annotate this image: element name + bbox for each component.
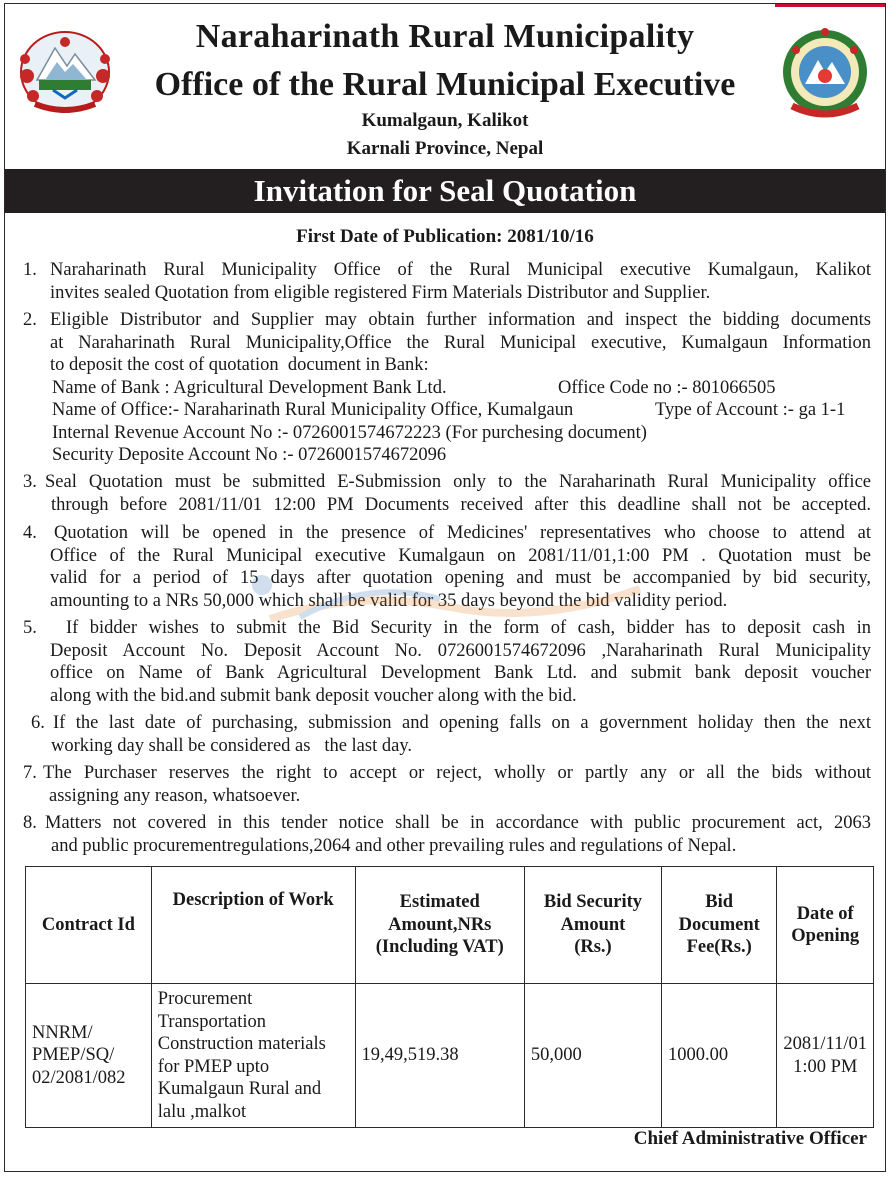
revenue-account: Internal Revenue Account No :- 0726001574672223 (For purchesing document) [52,422,647,443]
item-number: 1. [23,260,37,280]
item-text: Seal Quotation must be submitted E-Submission only to the Naraharinath Rural Municipality office through before 2081/11/01 12:00 PM Documents received after this deadline shall not be accepted. [45,472,871,515]
address-line-2: Karnali Province, Nepal [346,138,544,159]
security-account: Security Deposite Account No :- 0726001574672096 [52,445,447,465]
item-text: If the last date of purchasing, submission and opening falls on a government holiday then the next working day shall be considered as the last day. [51,713,871,756]
notice-item-3 [23,471,871,516]
table-header-row [26,867,874,984]
notice-header [5,4,885,169]
notice-item-5 [23,617,871,707]
item-text: If bidder wishes to submit the Bid Security in the form of cash, bidder has to deposit cash in Deposit Account No. Deposit Account No. 0726001574672096 ,Naraharinath Rural Municipality office on Name of Bank Agricultural Development Bank Ltd. and submit bank deposit voucher along with the bid.and submit bank deposit voucher along with the bid. [50,618,871,706]
item-text: Matters not covered in this tender notice shall be in accordance with public procurement act, 2063 and public procurementregulations,2064 and other prevailing rules and regulations of Nepal. [45,813,871,856]
col-bid-security: Bid Security Amount (Rs.) [524,867,661,984]
item-text: Quotation will be opened in the presence of Medicines' representatives who choose to attend at Office of the Rural Municipal executive Kumalgaun on 2081/11/01,1:00 PM . Quotation must be valid for a period of 15 days after quotation opening and must be accompanied by bid security, amounting to a NRs 50,000 which shall be valid for 35 days beyond the bid validity period. [50,523,871,611]
notice-item-4 [23,522,871,612]
cell-document-fee: 1000.00 [661,984,776,1128]
item-number: 7. [23,763,37,783]
address-line-1: Kumalgaun, Kalikot [361,110,529,131]
item-number: 2. [23,310,37,330]
item-number: 8. [23,813,37,833]
signature-title: Chief Administrative Officer [633,1128,867,1149]
office-name: Office of the Rural Municipal Executive [154,66,736,103]
cell-date-of-opening: 2081/11/01 1:00 PM [777,984,874,1128]
col-contract-id: Contract Id [26,867,152,984]
cell-description: Procurement Transportation Construction materials for PMEP upto Kumalgaun Rural and lalu ,malkot [151,984,355,1128]
item-text: Naraharinath Rural Municipality Office of the Rural Municipal executive Kumalgaun, Kalikot invites sealed Quotation from eligible registered Firm Materials Distributor and Supplier. [50,260,871,303]
item-number: 4. [23,523,37,543]
publication-date: First Date of Publication: 2081/10/16 [296,226,594,247]
bank-name: Name of Bank : Agricultural Development Bank Ltd. [52,377,447,398]
notice-item-6 [23,712,871,757]
table-row [26,984,874,1128]
item-number: 5. [23,618,37,638]
municipality-logo-icon [778,26,872,122]
item-text: The Purchaser reserves the right to accept or reject, wholly or partly any or all the bids without assigning any reason, whatsoever. [43,763,871,806]
cell-bid-security: 50,000 [524,984,661,1128]
col-description: Description of Work [151,867,355,984]
item-text: Eligible Distributor and Supplier may obtain further information and inspect the bidding documents at Naraharinath Rural Municipality,Office the Rural Municipal executive, Kumalgaun Information to deposit the cost of quotation document in Bank: Name of Bank : Agricultural Development Bank Ltd. Office Code no :- 801066505 Name of Office:- Naraharinath Rural Municipality Office, Kumalgaun Type of Account :- ga 1-1 Internal Revenue Account No :- 0726001574672223 (For purchesing document) Security Deposite Account No :- 0726001574672096 [50,310,871,465]
col-estimated-amount: Estimated Amount,NRs (Including VAT) [355,867,524,984]
bank-details-row-2 [50,399,871,422]
notice-item-1 [23,259,871,304]
bank-details-row-1 [50,377,871,400]
account-type: Type of Account :- ga 1-1 [655,400,846,420]
notice-item-7 [23,762,871,807]
notice-item-2 [23,309,871,467]
notice-page [4,3,886,1172]
organization-name: Naraharinath Rural Municipality [195,18,695,55]
col-date-of-opening: Date of Opening [777,867,874,984]
cell-contract-id: NNRM/ PMEP/SQ/ 02/2081/082 [26,984,152,1128]
notice-title-banner: Invitation for Seal Quotation [5,169,885,213]
notice-item-8 [23,812,871,857]
office-code: Office Code no :- 801066505 [558,377,776,398]
col-document-fee: Bid Document Fee(Rs.) [661,867,776,984]
office-name-detail: Name of Office:- Naraharinath Rural Municipality Office, Kumalgaun [52,400,574,420]
cell-estimated-amount: 19,49,519.38 [355,984,524,1128]
item-number: 3. [23,472,37,492]
bid-table [25,866,874,1128]
item-number: 6. [31,713,45,733]
